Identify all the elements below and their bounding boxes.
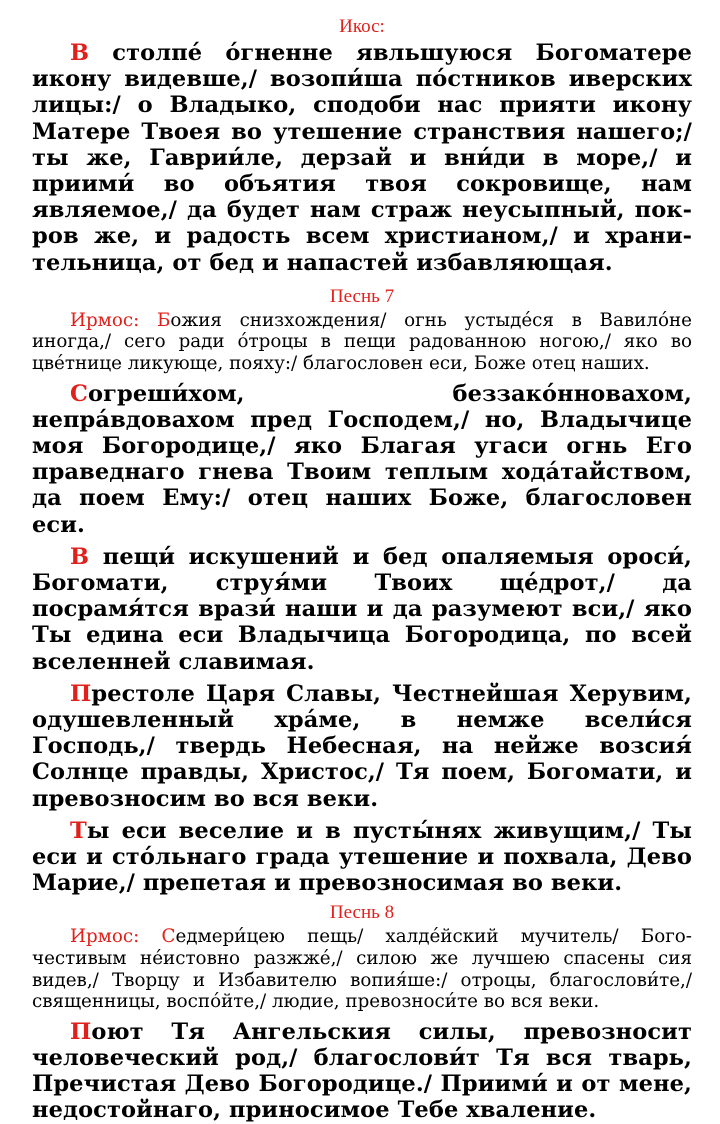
paragraph-text: огреши́хом, беззако́нновахом, непра́вдовахом пред Господем,/ но, Владычице моя Богородице,/ яко Благая угаси огнь Его праведнаго гнева Твоим теплым хода́тайством, да поем Ему:/ отец наших Боже, благословен еси. — [32, 380, 692, 538]
irmos-initial: С — [161, 926, 176, 948]
section-heading-song-8: Песнь 8 — [329, 902, 395, 924]
troparion-paragraph — [32, 381, 692, 538]
section-heading-song-7: Песнь 7 — [329, 285, 395, 307]
irmos-label: Ирмос: — [70, 926, 162, 948]
drop-initial: С — [70, 380, 89, 407]
paragraph-text: столпе́ о́гненне явльшуюся Богоматере икону видевше,/ возопи́ша по́стников иверских лицы:/ о Владыко, сподоби нас прияти икону Матере Твоея во утешение странствия нашего;/ ты же, Гаврии́ле, дерзай и вни́ди в море,/ и приими́ во объятия твоя сокровище, нам являемое,/ да будет нам страж неусыпный, покров же, и радость всем христианом,/ и хранительница, от бед и напастей избавляющая. — [32, 40, 692, 276]
ikos-paragraph — [32, 40, 692, 276]
troparion-paragraph — [32, 681, 692, 812]
paragraph-text: ы еси веселие и в пусты́нях живущим,/ Ты еси и сто́льнаго града утешение и похвала, Дево Марие,/ препетая и превозносимая во веки. — [32, 817, 692, 897]
troparion-paragraph — [32, 818, 692, 897]
drop-initial: П — [70, 680, 92, 707]
troparion-paragraph — [32, 1019, 692, 1124]
drop-initial: Т — [70, 817, 87, 844]
troparion-paragraph — [32, 544, 692, 675]
irmos-song-7 — [32, 310, 692, 375]
drop-initial: В — [70, 40, 90, 66]
paragraph-text: пещи́ искушений и бед опаляемыя ороси́, Богомати, струя́ми Твоих ще́дрот,/ да посрамя́тся врази́ наши и да разумеют вси,/ яко Ты едина еси Владычица Богородица, по всей вселенней славимая. — [32, 543, 692, 675]
irmos-initial: Б — [156, 309, 171, 331]
irmos-song-8 — [32, 926, 692, 1012]
irmos-text: едмери́цею пещь/ халде́йский мучитель/ Богочестивым не́истовно разжже́,/ силою же лучшею спасены сия видев,/ Творцу и Избавителю вопия́ше:/ отроцы, благослови́те,/ священницы, воспо́йте,/ людие, превозноси́те во вся веки. — [32, 926, 692, 1013]
paragraph-text: рестоле Царя Славы, Честнейшая Херувим, одушевленный хра́ме, в немже всели́ся Господь,/ твердь Небесная, на нейже возсия́ Солнце правды, Христос,/ Тя поем, Богомати, и превозносим во вся веки. — [32, 680, 692, 812]
irmos-text: ожия снизхождения/ огнь устыде́ся в Вавило́не иногда,/ сего ради о́троцы в пещи радованною ногою,/ яко во цве́тнице ликующе, пояху:/ благословен еси, Боже отец наших. — [32, 309, 692, 375]
drop-initial: П — [70, 1018, 92, 1045]
paragraph-text: оют Тя Ангельския силы, превозносит человеческий род,/ благослови́т Тя вся тварь, Пречистая Дево Богородице./ Приими́ и от мене, недостойнаго, приносимое Тебе хваление. — [32, 1018, 692, 1124]
section-heading-ikos: Икос: — [339, 16, 385, 37]
irmos-label: Ирмос: — [70, 309, 157, 331]
drop-initial: В — [70, 543, 90, 570]
